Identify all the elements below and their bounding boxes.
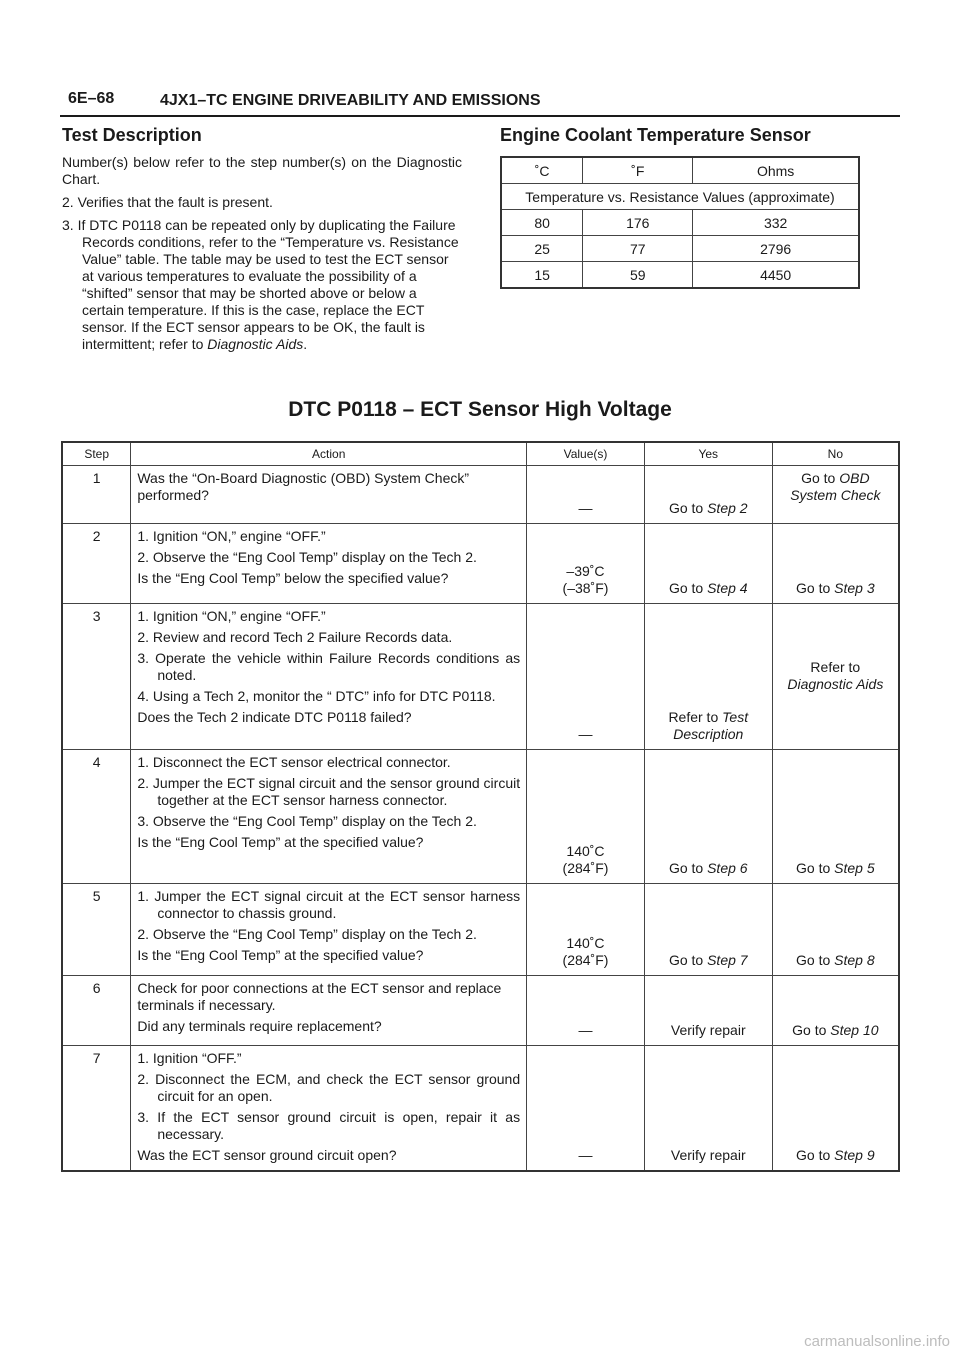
table-row: [501, 262, 859, 289]
no-reference: OBD System Check: [790, 470, 881, 503]
value-primary: —: [578, 500, 593, 516]
no-reference: Step 10: [830, 1022, 879, 1038]
action-question: Does the Tech 2 indicate DTC P0118 failed?: [137, 709, 412, 725]
dtc-diagnostic-table: [61, 441, 900, 1172]
table-row: [501, 210, 859, 236]
step-value: [527, 604, 645, 750]
step-action: [131, 1046, 527, 1172]
dtc-table-body: [62, 466, 899, 1172]
yes-prefix: Go to: [668, 500, 708, 516]
value-primary: —: [578, 726, 593, 742]
value-secondary: (284˚F): [562, 860, 609, 876]
step-number: 1: [62, 466, 131, 524]
action-question: Was the “On-Board Diagnostic (OBD) System Check” performed?: [137, 470, 470, 503]
yes-outcome: [644, 1046, 772, 1172]
table-row: [62, 750, 899, 884]
action-line: 1. Disconnect the ECT sensor electrical connector.: [137, 754, 451, 770]
temperature-resistance-table: [500, 156, 860, 289]
action-line: Check for poor connections at the ECT sensor and replace terminals if necessary.: [137, 980, 502, 1013]
column-no: No: [772, 442, 899, 466]
table-cell: 77: [583, 236, 693, 262]
column-fahrenheit: ˚F: [583, 157, 693, 184]
no-prefix: Go to: [796, 1147, 835, 1163]
action-line: 2. Review and record Tech 2 Failure Records data.: [137, 629, 453, 645]
action-line: 3. Observe the “Eng Cool Temp” display on the Tech 2.: [137, 813, 477, 829]
dtc-header-row: [62, 442, 899, 466]
yes-outcome: [644, 524, 772, 604]
test-description-section: [62, 125, 462, 359]
step-number: 4: [62, 750, 131, 884]
step-action: [131, 750, 527, 884]
yes-prefix: Verify repair: [670, 1147, 746, 1163]
value-secondary: (–38˚F): [562, 580, 609, 596]
step-value: [527, 884, 645, 976]
step-value: [527, 524, 645, 604]
no-reference: Step 8: [834, 952, 875, 968]
no-outcome: [772, 1046, 899, 1172]
no-prefix: Go to: [796, 580, 835, 596]
action-line: 1. Ignition “ON,” engine “OFF.”: [137, 608, 326, 624]
action-line: 1. Jumper the ECT signal circuit at the ECT sensor harness connector to chassis ground.: [137, 888, 521, 921]
no-prefix: Go to: [796, 860, 835, 876]
action-question: Is the “Eng Cool Temp” at the specified value?: [137, 947, 424, 963]
table-caption-row: [501, 184, 859, 210]
value-primary: 140˚C: [566, 843, 605, 859]
watermark: carmanualsonline.info: [804, 1333, 950, 1350]
column-values: Value(s): [527, 442, 645, 466]
yes-outcome: [644, 604, 772, 750]
dtc-title: DTC P0118 – ECT Sensor High Voltage: [288, 398, 672, 421]
action-question: Did any terminals require replacement?: [137, 1018, 382, 1034]
value-primary: —: [578, 1147, 593, 1163]
yes-prefix: Verify repair: [670, 1022, 746, 1038]
step-value: [527, 466, 645, 524]
no-outcome: [772, 466, 899, 524]
step-number: 7: [62, 1046, 131, 1172]
yes-reference: Step 2: [707, 500, 748, 516]
header-rule: [60, 115, 900, 117]
yes-reference: Step 6: [707, 860, 748, 876]
yes-reference: Step 7: [707, 952, 748, 968]
step-number: 3: [62, 604, 131, 750]
action-question: Is the “Eng Cool Temp” below the specified value?: [137, 570, 449, 586]
action-line: 1. Ignition “ON,” engine “OFF.”: [137, 528, 326, 544]
action-question: Was the ECT sensor ground circuit open?: [137, 1147, 397, 1163]
no-prefix: Go to: [792, 1022, 831, 1038]
no-outcome: [772, 524, 899, 604]
table-row: [62, 604, 899, 750]
table-cell: 332: [693, 210, 859, 236]
no-reference: Step 5: [834, 860, 875, 876]
ect-sensor-section: [500, 125, 860, 289]
yes-outcome: [644, 884, 772, 976]
value-primary: 140˚C: [566, 935, 605, 951]
no-reference: Diagnostic Aids: [787, 675, 884, 692]
step-value: [527, 1046, 645, 1172]
yes-prefix: Go to: [668, 952, 708, 968]
yes-prefix: Go to: [668, 580, 708, 596]
table-cell: 2796: [693, 236, 859, 262]
action-line: 2. Observe the “Eng Cool Temp” display on the Tech 2.: [137, 926, 477, 942]
test-description-intro: Number(s) below refer to the step number(s) on the Diagnostic Chart.: [62, 154, 462, 187]
test-description-heading: Test Description: [62, 125, 202, 145]
column-action: Action: [131, 442, 527, 466]
column-yes: Yes: [644, 442, 772, 466]
table-row: [62, 884, 899, 976]
no-outcome: [772, 604, 899, 750]
ect-sensor-heading: Engine Coolant Temperature Sensor: [500, 125, 811, 145]
table-caption: Temperature vs. Resistance Values (approximate): [501, 184, 859, 210]
table-row: [62, 524, 899, 604]
yes-reference: Test Description: [673, 709, 749, 742]
step-action: [131, 524, 527, 604]
action-line: 2. Disconnect the ECM, and check the ECT sensor ground circuit for an open.: [137, 1071, 521, 1104]
column-celsius: ˚C: [501, 157, 583, 184]
step-value: [527, 750, 645, 884]
no-reference: Step 3: [834, 580, 875, 596]
action-line: 3. Operate the vehicle within Failure Records conditions as noted.: [137, 650, 521, 683]
value-secondary: (284˚F): [562, 952, 609, 968]
yes-prefix: Go to: [668, 860, 708, 876]
no-reference: Step 9: [834, 1147, 875, 1163]
table-row: [62, 466, 899, 524]
no-prefix: Go to: [796, 952, 835, 968]
page-number: 6E–68: [68, 90, 115, 107]
yes-outcome: [644, 750, 772, 884]
step-number: 6: [62, 976, 131, 1046]
table-row: [62, 976, 899, 1046]
table-cell: 4450: [693, 262, 859, 289]
table-row: [62, 1046, 899, 1172]
step-number: 2: [62, 524, 131, 604]
action-line: 3. If the ECT sensor ground circuit is open, repair it as necessary.: [137, 1109, 521, 1142]
table-cell: 176: [583, 210, 693, 236]
action-line: 4. Using a Tech 2, monitor the “ DTC” info for DTC P0118.: [137, 688, 496, 704]
value-primary: –39˚C: [566, 563, 605, 579]
yes-outcome: [644, 466, 772, 524]
table-row: [501, 236, 859, 262]
no-prefix: Refer to: [810, 658, 861, 675]
no-outcome: [772, 750, 899, 884]
step-action: [131, 884, 527, 976]
step-action: [131, 466, 527, 524]
page-title: 4JX1–TC ENGINE DRIVEABILITY AND EMISSIONS: [160, 92, 541, 109]
no-outcome: [772, 884, 899, 976]
table-cell: 25: [501, 236, 583, 262]
yes-reference: Step 4: [707, 580, 748, 596]
table-header-row: [501, 157, 859, 184]
table-cell: 80: [501, 210, 583, 236]
no-outcome: [772, 976, 899, 1046]
step-value: [527, 976, 645, 1046]
test-description-item-2: 2. Verifies that the fault is present.: [62, 194, 273, 210]
item-3-text: 3. If DTC P0118 can be repeated only by duplicating the Failure Records conditions, refer to the “Temperature vs. Resistance Value” table. The table may be used to test the ECT sensor at various temperatures to evaluate the possibility of a “shifted” sensor that may be shorted above or below a certain temperature. If this is the case, replace the ECT sensor. If the ECT sensor appears to be OK, the fault is intermittent; refer to: [62, 217, 459, 352]
table-cell: 59: [583, 262, 693, 289]
column-ohms: Ohms: [693, 157, 859, 184]
table-cell: 15: [501, 262, 583, 289]
test-description-item-3: [62, 217, 462, 353]
action-line: 1. Ignition “OFF.”: [137, 1050, 242, 1066]
column-step: Step: [62, 442, 131, 466]
step-action: [131, 976, 527, 1046]
action-line: 2. Observe the “Eng Cool Temp” display on the Tech 2.: [137, 549, 477, 565]
action-line: 2. Jumper the ECT signal circuit and the sensor ground circuit together at the ECT sensor harness connector.: [137, 775, 521, 808]
item-3-end: .: [303, 336, 308, 352]
value-primary: —: [578, 1022, 593, 1038]
yes-prefix: Refer to: [668, 709, 723, 725]
no-prefix: Go to: [801, 470, 840, 486]
action-question: Is the “Eng Cool Temp” at the specified value?: [137, 834, 424, 850]
yes-outcome: [644, 976, 772, 1046]
step-action: [131, 604, 527, 750]
diagnostic-aids-reference: Diagnostic Aids: [207, 336, 304, 352]
step-number: 5: [62, 884, 131, 976]
